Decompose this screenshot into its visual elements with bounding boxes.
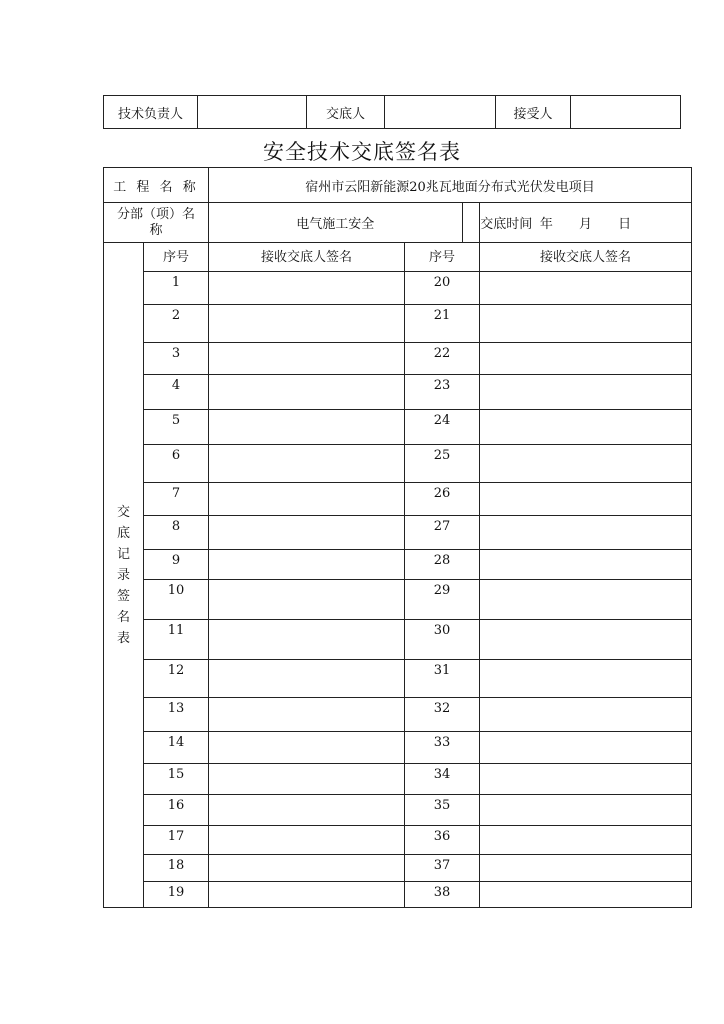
seq-number-left: 9	[144, 550, 209, 580]
project-name-label: 工 程 名 称	[104, 168, 209, 203]
sign-header-right: 接收交底人签名	[480, 243, 692, 272]
signature-table	[103, 167, 692, 908]
seq-number-right: 26	[405, 483, 480, 516]
seq-number-right: 21	[405, 305, 480, 343]
subproject-value: 电气施工安全	[209, 203, 462, 242]
signature-field-right[interactable]	[480, 550, 692, 580]
table-row	[104, 826, 692, 855]
signature-field-left[interactable]	[209, 764, 405, 795]
subproject-label: 分部（项）名称	[104, 203, 209, 243]
seq-number-left: 13	[144, 698, 209, 732]
receiver-field[interactable]	[571, 96, 681, 129]
signature-field-right[interactable]	[480, 272, 692, 305]
sign-header-left: 接收交底人签名	[209, 243, 405, 272]
seq-number-left: 10	[144, 580, 209, 620]
signature-field-left[interactable]	[209, 660, 405, 698]
signature-field-left[interactable]	[209, 272, 405, 305]
table-row	[104, 550, 692, 580]
seq-number-right: 34	[405, 764, 480, 795]
table-row	[104, 882, 692, 908]
signature-field-right[interactable]	[480, 483, 692, 516]
signature-field-left[interactable]	[209, 580, 405, 620]
seq-number-right: 20	[405, 272, 480, 305]
seq-number-left: 1	[144, 272, 209, 305]
seq-number-right: 36	[405, 826, 480, 855]
signature-field-right[interactable]	[480, 375, 692, 410]
date-year: 年	[539, 217, 553, 232]
table-row	[104, 272, 692, 305]
signature-field-right[interactable]	[480, 795, 692, 826]
signature-field-left[interactable]	[209, 483, 405, 516]
signature-field-left[interactable]	[209, 698, 405, 732]
seq-number-left: 17	[144, 826, 209, 855]
signature-field-right[interactable]	[480, 410, 692, 445]
signature-field-left[interactable]	[209, 795, 405, 826]
seq-number-right: 35	[405, 795, 480, 826]
disclosure-time-label: 交底时间	[480, 217, 533, 232]
signature-field-left[interactable]	[209, 826, 405, 855]
table-row	[104, 620, 692, 660]
signature-field-left[interactable]	[209, 620, 405, 660]
signature-field-left[interactable]	[209, 375, 405, 410]
seq-number-right: 29	[405, 580, 480, 620]
subproject-inner	[209, 203, 533, 243]
seq-number-left: 7	[144, 483, 209, 516]
side-label-char: 签	[116, 588, 130, 604]
signature-field-right[interactable]	[480, 580, 692, 620]
seq-number-left: 11	[144, 620, 209, 660]
table-row	[104, 483, 692, 516]
seq-number-left: 15	[144, 764, 209, 795]
records-side-label	[104, 243, 144, 908]
signature-field-right[interactable]	[480, 698, 692, 732]
seq-number-left: 8	[144, 516, 209, 550]
seq-number-left: 16	[144, 795, 209, 826]
table-row	[104, 516, 692, 550]
seq-number-right: 32	[405, 698, 480, 732]
seq-number-right: 37	[405, 855, 480, 882]
seq-number-left: 12	[144, 660, 209, 698]
signature-field-right[interactable]	[480, 343, 692, 375]
table-row	[104, 795, 692, 826]
table-row	[104, 732, 692, 764]
seq-number-left: 18	[144, 855, 209, 882]
top-signature-table	[103, 95, 681, 129]
signature-field-right[interactable]	[480, 855, 692, 882]
seq-number-right: 30	[405, 620, 480, 660]
signature-field-right[interactable]	[480, 732, 692, 764]
side-label-char: 名	[116, 609, 130, 625]
table-row	[104, 764, 692, 795]
seq-number-left: 19	[144, 882, 209, 908]
seq-number-right: 27	[405, 516, 480, 550]
table-row	[104, 445, 692, 483]
signature-field-right[interactable]	[480, 764, 692, 795]
signature-field-left[interactable]	[209, 516, 405, 550]
signature-field-left[interactable]	[209, 343, 405, 375]
table-row	[104, 410, 692, 445]
discloser-label: 交底人	[307, 96, 385, 129]
signature-field-right[interactable]	[480, 620, 692, 660]
signature-field-right[interactable]	[480, 660, 692, 698]
project-name-value: 宿州市云阳新能源20兆瓦地面分布式光伏发电项目	[209, 168, 692, 203]
signature-field-left[interactable]	[209, 732, 405, 764]
table-row	[104, 698, 692, 732]
side-label-char: 录	[116, 567, 130, 583]
seq-header-left: 序号	[144, 243, 209, 272]
signature-field-right[interactable]	[480, 305, 692, 343]
seq-header-right: 序号	[405, 243, 480, 272]
seq-number-right: 28	[405, 550, 480, 580]
date-month: 月	[579, 217, 593, 232]
seq-number-left: 6	[144, 445, 209, 483]
seq-number-left: 14	[144, 732, 209, 764]
tech-lead-label: 技术负责人	[104, 96, 198, 129]
side-label-char: 底	[116, 525, 130, 541]
seq-number-right: 25	[405, 445, 480, 483]
seq-number-right: 31	[405, 660, 480, 698]
table-row	[104, 580, 692, 620]
seq-number-right: 24	[405, 410, 480, 445]
signature-field-left[interactable]	[209, 550, 405, 580]
seq-number-right: 22	[405, 343, 480, 375]
side-label-char: 表	[116, 630, 130, 646]
discloser-field[interactable]	[385, 96, 496, 129]
signature-field-left[interactable]	[209, 410, 405, 445]
date-day: 日	[618, 217, 632, 232]
document-title: 安全技术交底签名表	[263, 140, 461, 164]
seq-number-left: 2	[144, 305, 209, 343]
signature-field-right[interactable]	[480, 882, 692, 908]
signature-field-left[interactable]	[209, 855, 405, 882]
signature-field-left[interactable]	[209, 445, 405, 483]
signature-field-right[interactable]	[480, 516, 692, 550]
seq-number-right: 38	[405, 882, 480, 908]
signature-field-left[interactable]	[209, 305, 405, 343]
receiver-label: 接受人	[496, 96, 571, 129]
table-row	[104, 375, 692, 410]
tech-lead-field[interactable]	[198, 96, 307, 129]
seq-number-left: 5	[144, 410, 209, 445]
seq-number-left: 3	[144, 343, 209, 375]
signature-field-left[interactable]	[209, 882, 405, 908]
table-row	[104, 305, 692, 343]
signature-field-right[interactable]	[480, 445, 692, 483]
table-row	[104, 343, 692, 375]
seq-number-right: 23	[405, 375, 480, 410]
table-row	[104, 660, 692, 698]
side-label-char: 交	[116, 504, 130, 520]
seq-number-left: 4	[144, 375, 209, 410]
table-row	[104, 855, 692, 882]
seq-number-right: 33	[405, 732, 480, 764]
signature-field-right[interactable]	[480, 826, 692, 855]
side-label-char: 记	[116, 546, 130, 562]
